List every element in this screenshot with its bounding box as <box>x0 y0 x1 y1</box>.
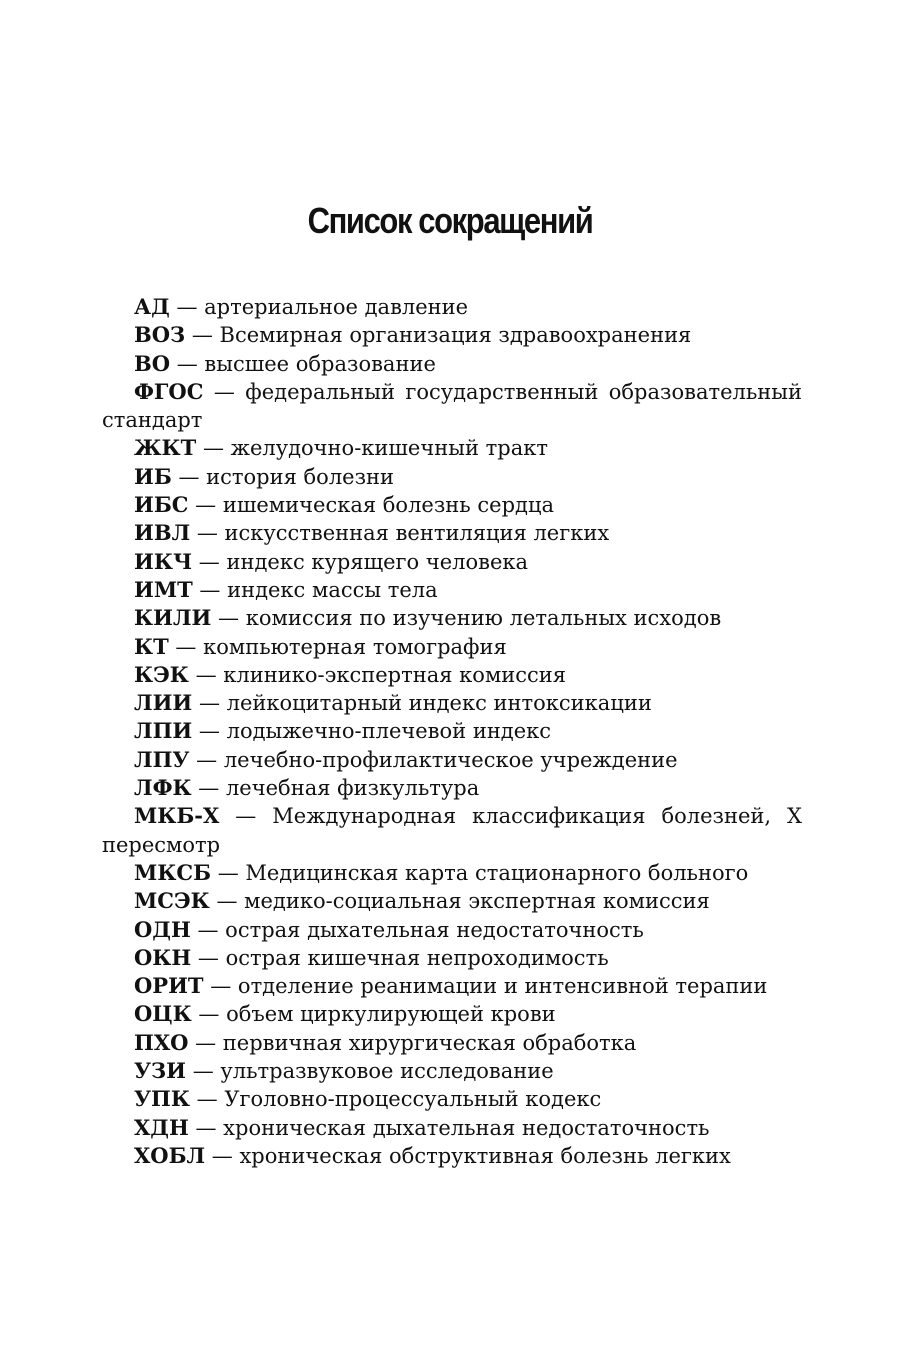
abbreviation-term: ВО <box>134 350 171 376</box>
abbreviation-definition: высшее образование <box>204 351 436 376</box>
abbreviation-dash: — <box>203 379 246 404</box>
abbreviation-definition: первичная хирургическая обработка <box>222 1030 637 1055</box>
abbreviation-term: ОЦК <box>134 1001 192 1027</box>
abbreviation-definition: Медицинская карта стационарного больного <box>245 860 749 885</box>
abbreviation-term: ИБ <box>134 463 172 489</box>
abbreviation-term: УЗИ <box>134 1058 187 1084</box>
abbreviation-definition: клинико-экспертная комиссия <box>223 662 567 687</box>
abbreviation-entry <box>102 604 802 632</box>
abbreviation-definition: хроническая дыхательная недостаточность <box>223 1115 710 1140</box>
abbreviation-entry <box>102 1057 802 1085</box>
abbreviation-term: КТ <box>134 633 169 659</box>
abbreviation-entry <box>102 1114 802 1142</box>
abbreviation-list <box>102 293 802 1170</box>
abbreviation-entry <box>102 972 802 1000</box>
abbreviation-dash: — <box>191 945 226 970</box>
abbreviation-dash: — <box>186 1059 221 1084</box>
abbreviation-entry <box>102 746 802 774</box>
abbreviation-entry <box>102 491 802 519</box>
abbreviation-dash: — <box>189 747 224 772</box>
abbreviation-entry <box>102 859 802 887</box>
abbreviation-entry <box>102 548 802 576</box>
abbreviation-definition: ультразвуковое исследование <box>220 1059 554 1084</box>
abbreviation-term: ФГОС <box>134 378 204 404</box>
abbreviation-dash: — <box>192 719 227 744</box>
abbreviation-entry <box>102 463 802 491</box>
abbreviation-definition: индекс массы тела <box>227 577 438 602</box>
abbreviation-term: КИЛИ <box>134 605 212 631</box>
abbreviation-term: МКСБ <box>134 859 212 885</box>
abbreviation-entry <box>102 1085 802 1113</box>
abbreviation-term: ПХО <box>134 1029 189 1055</box>
abbreviation-entry <box>102 689 802 717</box>
abbreviation-definition: комиссия по изучению летальных исходов <box>245 606 722 631</box>
abbreviation-entry <box>102 661 802 689</box>
abbreviation-definition: индекс курящего человека <box>226 549 529 574</box>
abbreviation-definition: Уголовно-процессуальный кодекс <box>224 1087 602 1112</box>
abbreviation-definition: лечебно-профилактическое учреждение <box>223 747 678 772</box>
abbreviation-dash: — <box>188 1115 224 1140</box>
abbreviation-term: ЛИИ <box>134 690 193 716</box>
abbreviation-definition: Всемирная организация здравоохранения <box>219 323 692 348</box>
abbreviation-dash: — <box>188 662 224 687</box>
abbreviation-entry <box>102 916 802 944</box>
page-title: Список сокращений <box>307 200 593 241</box>
abbreviation-definition: лейкоцитарный индекс интоксикации <box>226 691 652 716</box>
abbreviation-term: МКБ-Х <box>134 803 220 829</box>
abbreviation-definition: федеральный государственный образовательный стандарт <box>102 379 802 433</box>
abbreviation-definition: объем циркулирующей крови <box>226 1002 556 1027</box>
abbreviation-dash: — <box>188 493 223 518</box>
abbreviation-definition: Международная классификация болезней, Х пересмотр <box>102 804 802 857</box>
abbreviation-term: ХОБЛ <box>134 1142 206 1168</box>
abbreviation-dash: — <box>211 860 246 885</box>
abbreviation-dash: — <box>190 521 225 546</box>
abbreviation-term: ЛПИ <box>134 718 193 744</box>
abbreviation-term: ОДН <box>134 916 191 942</box>
abbreviation-term: АД <box>134 294 170 319</box>
abbreviation-entry <box>102 1142 802 1170</box>
abbreviation-dash: — <box>189 1087 225 1112</box>
abbreviation-definition: искусственная вентиляция легких <box>224 521 610 546</box>
abbreviation-entry <box>102 1029 802 1057</box>
abbreviation-dash: — <box>168 634 204 659</box>
abbreviation-definition: лодыжечно-плечевой индекс <box>226 719 552 744</box>
abbreviation-dash: — <box>211 606 246 631</box>
abbreviation-term: ОРИТ <box>134 973 204 999</box>
abbreviation-entry <box>102 378 802 435</box>
abbreviation-term: ХДН <box>134 1114 189 1140</box>
abbreviation-dash: — <box>192 691 227 716</box>
abbreviation-definition: компьютерная томография <box>203 634 507 659</box>
abbreviation-entry <box>102 293 802 321</box>
abbreviation-definition: отделение реанимации и интенсивной терапии <box>237 974 768 999</box>
abbreviation-term: ИВЛ <box>134 520 191 546</box>
abbreviation-term: ОКН <box>134 944 192 970</box>
abbreviation-dash: — <box>191 776 226 801</box>
abbreviation-definition: медико-социальная экспертная комиссия <box>244 889 710 914</box>
abbreviation-dash: — <box>203 974 238 999</box>
abbreviation-term: УПК <box>134 1086 190 1112</box>
abbreviation-definition: история болезни <box>206 464 395 489</box>
abbreviation-dash: — <box>205 1143 240 1168</box>
abbreviation-term: ИБС <box>134 492 189 518</box>
abbreviation-entry <box>102 774 802 802</box>
abbreviation-entry <box>102 576 802 604</box>
abbreviation-definition: острая дыхательная недостаточность <box>225 917 644 942</box>
abbreviation-entry <box>102 519 802 547</box>
abbreviation-dash: — <box>190 917 226 942</box>
abbreviation-dash: — <box>171 464 207 489</box>
abbreviation-dash: — <box>191 1002 227 1027</box>
abbreviation-entry <box>102 350 802 378</box>
abbreviation-term: ВОЗ <box>134 322 186 348</box>
abbreviation-dash: — <box>188 1030 223 1055</box>
abbreviation-entry <box>102 887 802 915</box>
abbreviation-definition: лечебная физкультура <box>225 776 480 801</box>
abbreviation-dash: — <box>192 577 228 602</box>
abbreviation-entry <box>102 1000 802 1028</box>
abbreviation-dash: — <box>209 889 245 914</box>
abbreviation-definition: ишемическая болезнь сердца <box>222 493 554 518</box>
abbreviation-dash: — <box>219 804 273 829</box>
abbreviation-term: ЖКТ <box>134 435 197 461</box>
abbreviation-definition: острая кишечная непроходимость <box>225 945 609 970</box>
abbreviation-dash: — <box>170 351 205 376</box>
abbreviation-entry <box>102 321 802 349</box>
abbreviation-dash: — <box>192 549 227 574</box>
abbreviation-entry <box>102 633 802 661</box>
abbreviation-dash: — <box>196 436 231 461</box>
abbreviation-entry <box>102 802 802 859</box>
abbreviation-term: ЛПУ <box>134 746 190 772</box>
abbreviation-entry <box>102 717 802 745</box>
abbreviation-definition: желудочно-кишечный тракт <box>230 436 548 461</box>
abbreviation-term: ЛФК <box>134 775 192 801</box>
abbreviation-term: КЭК <box>134 661 189 687</box>
abbreviation-dash: — <box>185 323 220 348</box>
abbreviation-entry <box>102 434 802 462</box>
abbreviation-term: ИКЧ <box>134 548 193 574</box>
abbreviation-definition: хроническая обструктивная болезнь легких <box>239 1143 731 1168</box>
abbreviation-dash: — <box>169 295 205 319</box>
abbreviation-term: ИМТ <box>134 576 193 602</box>
abbreviation-definition: артериальное давление <box>204 295 469 319</box>
abbreviation-entry <box>102 944 802 972</box>
abbreviation-term: МСЭК <box>134 888 210 914</box>
